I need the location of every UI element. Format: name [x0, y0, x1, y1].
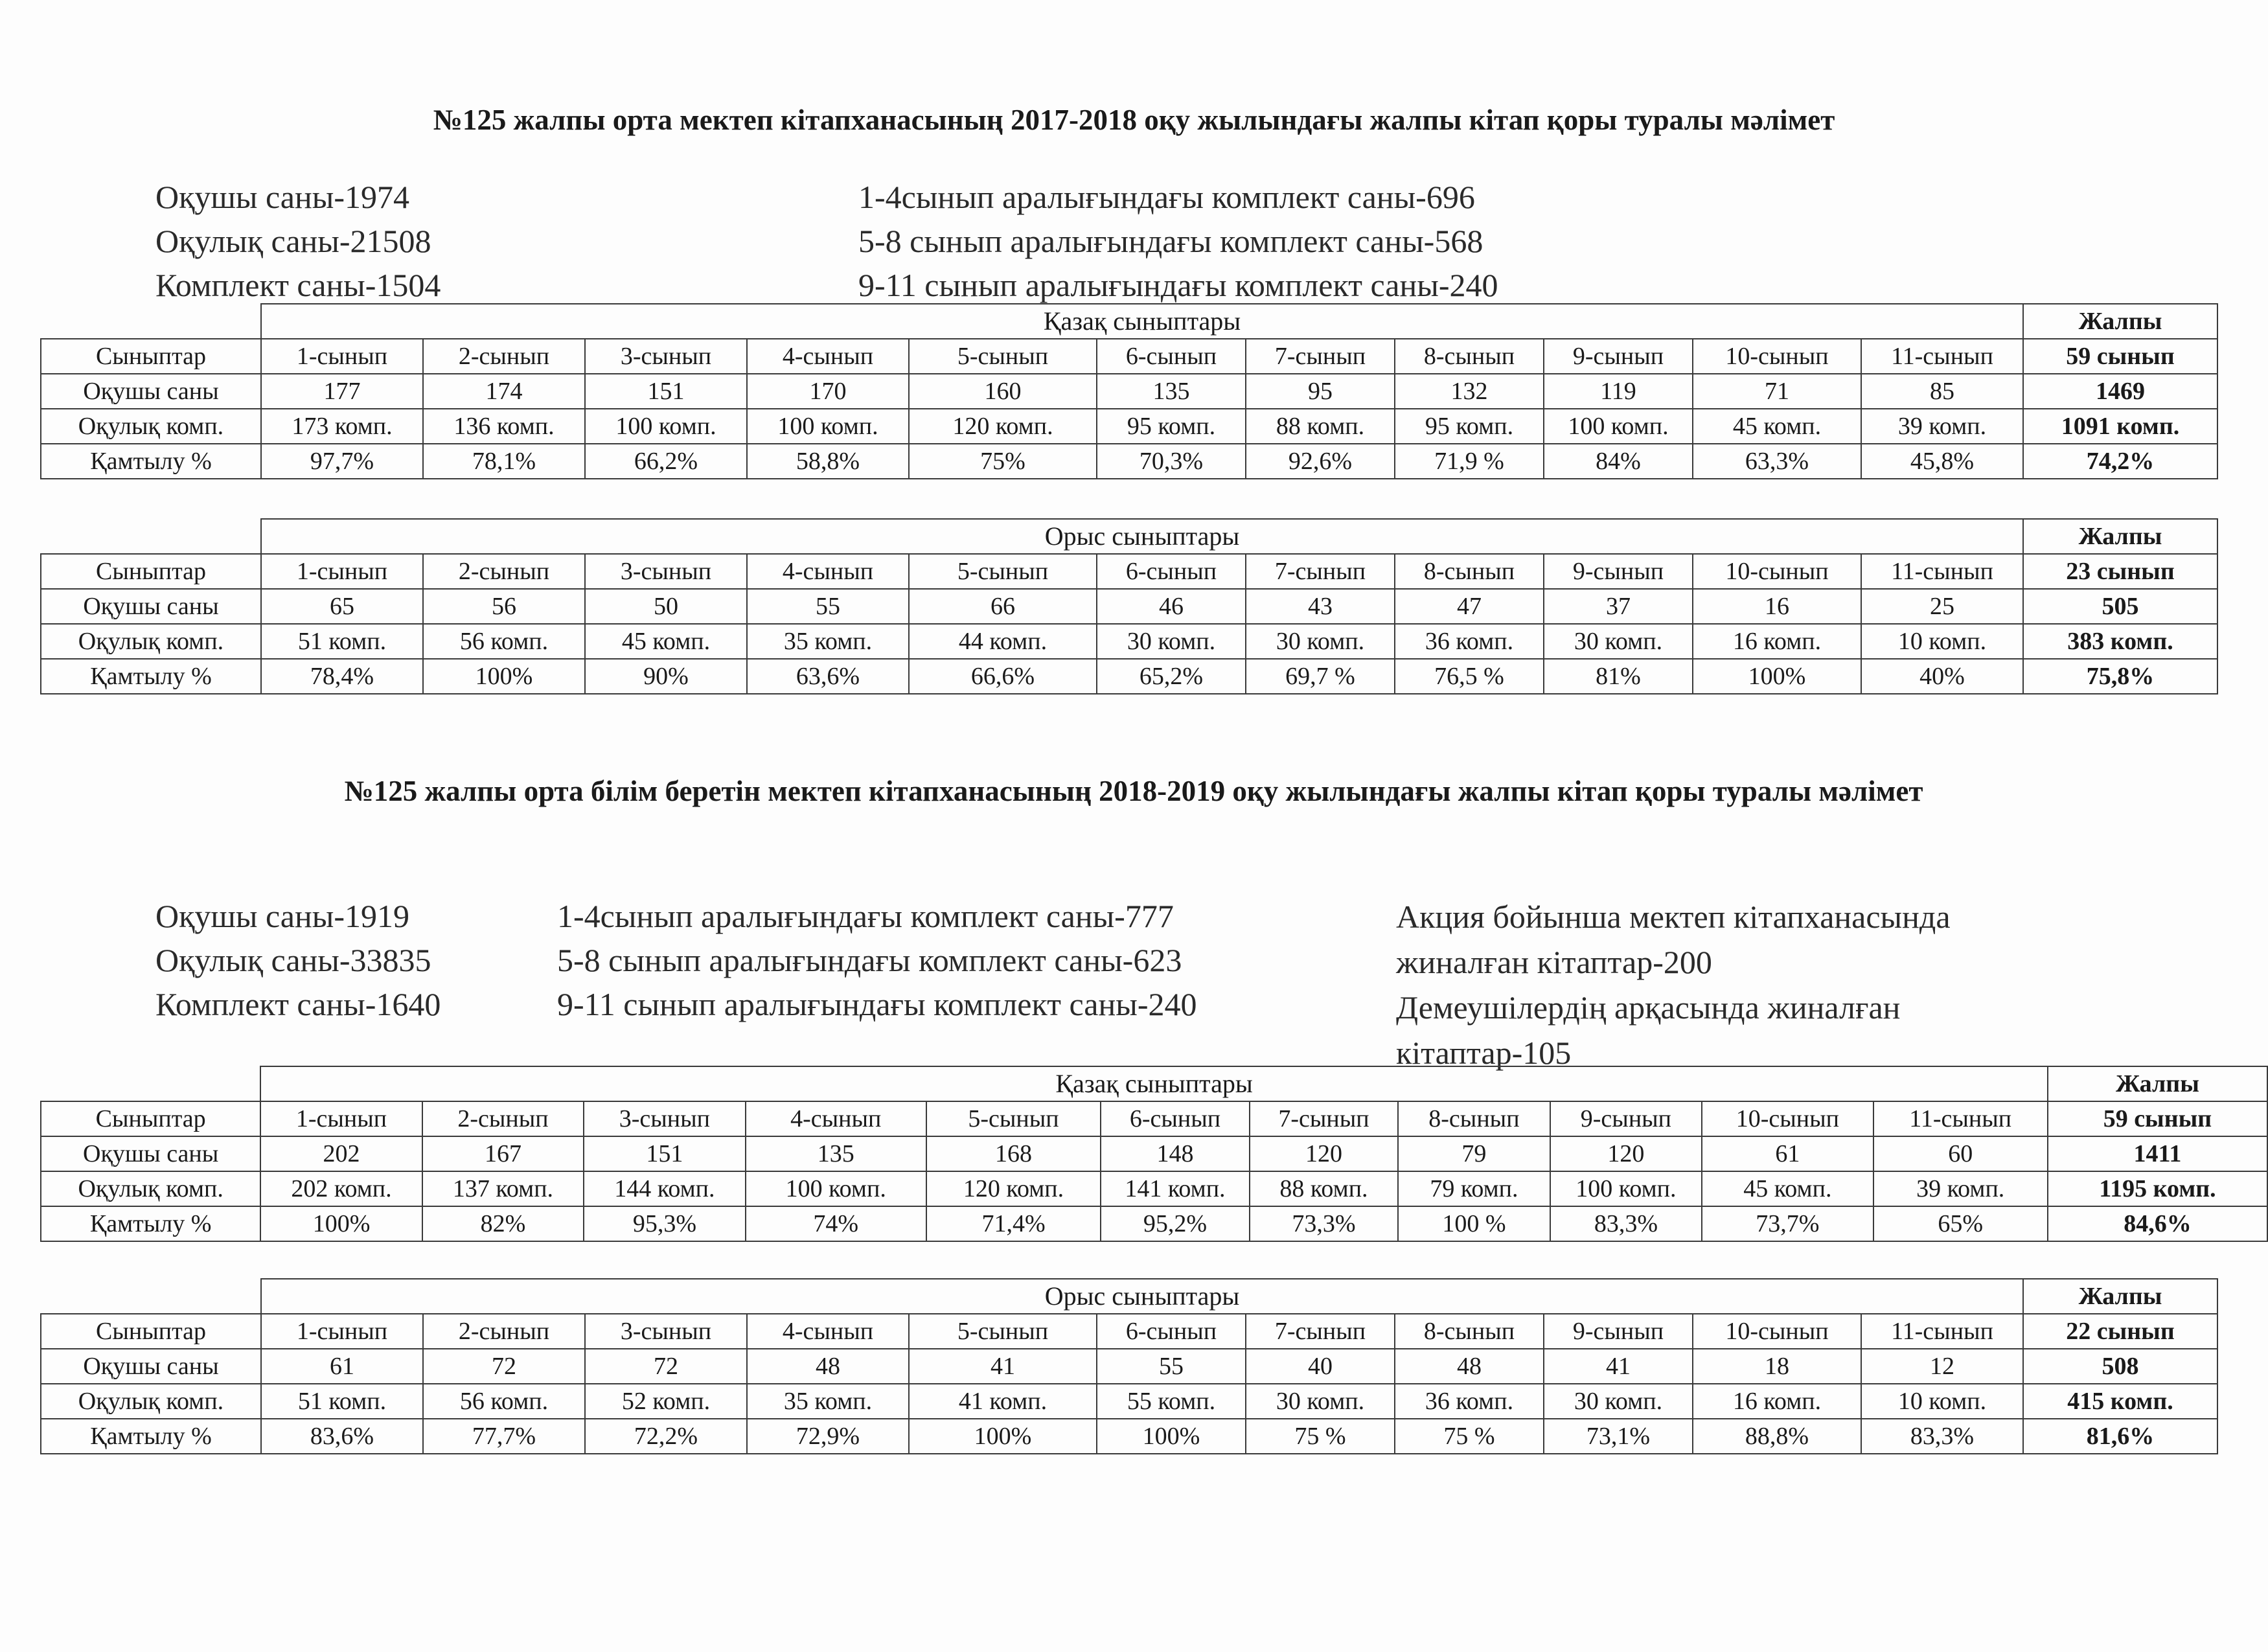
info-line: 9-11 сынып аралығындағы комплект саны-240: [557, 986, 1197, 1022]
table-row: [41, 624, 2217, 659]
table-cell: 61: [261, 1349, 423, 1384]
row-label: Оқушы саны: [41, 374, 261, 409]
table-cell: 2-сынып: [423, 339, 585, 374]
table-cell: 3-сынып: [585, 554, 747, 589]
table-cell: 9-сынып: [1544, 554, 1693, 589]
group-header-row: [41, 304, 2217, 339]
table-cell: 100%: [1693, 659, 1861, 694]
total-cell: 1469: [2023, 374, 2217, 409]
total-label: Жалпы: [2023, 1279, 2217, 1314]
table-cell: 88 комп.: [1246, 409, 1395, 444]
table-cell: 55 комп.: [1097, 1384, 1246, 1419]
table-cell: 74%: [746, 1206, 926, 1241]
table-cell: 72: [423, 1349, 585, 1384]
table-cell: 2-сынып: [423, 554, 585, 589]
section1-info-right: [858, 175, 1498, 307]
table-cell: 16 комп.: [1693, 1384, 1861, 1419]
table-cell: 66: [909, 589, 1097, 624]
table-cell: 135: [746, 1136, 926, 1171]
total-cell: 23 сынып: [2023, 554, 2217, 589]
total-label: Жалпы: [2023, 304, 2217, 339]
table-cell: 144 комп.: [584, 1171, 745, 1206]
table-cell: 83,6%: [261, 1419, 423, 1454]
table-cell: 132: [1395, 374, 1544, 409]
table-cell: 88 комп.: [1250, 1171, 1398, 1206]
table-cell: 100%: [1097, 1419, 1246, 1454]
group-label: Орыс сыныптары: [261, 519, 2023, 554]
table-cell: 5-сынып: [909, 554, 1097, 589]
info-line: 5-8 сынып аралығындағы комплект саны-568: [858, 223, 1483, 259]
table-cell: 83,3%: [1861, 1419, 2023, 1454]
table-cell: 148: [1101, 1136, 1250, 1171]
total-cell: 22 сынып: [2023, 1314, 2217, 1349]
table-cell: 120 комп.: [926, 1171, 1101, 1206]
section1-info-left: [155, 175, 441, 307]
table-cell: 10-сынып: [1693, 554, 1861, 589]
table-cell: 66,6%: [909, 659, 1097, 694]
table-cell: 16: [1693, 589, 1861, 624]
table-cell: 100 комп.: [747, 409, 909, 444]
total-cell: 415 комп.: [2023, 1384, 2217, 1419]
table-cell: 83,3%: [1550, 1206, 1702, 1241]
total-label: Жалпы: [2023, 519, 2217, 554]
table-row: [41, 1101, 2267, 1136]
table-cell: 167: [422, 1136, 584, 1171]
table-cell: 73,3%: [1250, 1206, 1398, 1241]
group-label: Қазақ сыныптары: [261, 304, 2023, 339]
table-cell: 48: [747, 1349, 909, 1384]
total-cell: 59 сынып: [2023, 339, 2217, 374]
table-cell: 160: [909, 374, 1097, 409]
table-cell: 10-сынып: [1693, 1314, 1861, 1349]
table-cell: 120: [1250, 1136, 1398, 1171]
table-cell: 73,1%: [1544, 1419, 1693, 1454]
group-header-row: [41, 1279, 2217, 1314]
group-header-row: [41, 519, 2217, 554]
table-cell: 137 комп.: [422, 1171, 584, 1206]
info-line: 5-8 сынып аралығындағы комплект саны-623: [557, 942, 1182, 978]
table-cell: 7-сынып: [1246, 339, 1395, 374]
table-cell: 71,9 %: [1395, 444, 1544, 479]
table-cell: 47: [1395, 589, 1544, 624]
table-cell: 41: [1544, 1349, 1693, 1384]
table-cell: 5-сынып: [909, 1314, 1097, 1349]
info-line: Оқулық саны-33835: [155, 942, 431, 978]
table-2017-russian: [40, 518, 2218, 694]
table-cell: 45,8%: [1861, 444, 2023, 479]
blank-cell: [41, 304, 261, 339]
table-cell: 51 комп.: [261, 624, 423, 659]
table-cell: 7-сынып: [1246, 554, 1395, 589]
row-label: Қамтылу %: [41, 659, 261, 694]
table-cell: 6-сынып: [1097, 554, 1246, 589]
total-cell: 74,2%: [2023, 444, 2217, 479]
table-cell: 40%: [1861, 659, 2023, 694]
table-cell: 90%: [585, 659, 747, 694]
total-cell: 1091 комп.: [2023, 409, 2217, 444]
table-cell: 9-сынып: [1550, 1101, 1702, 1136]
table-2018-russian: [40, 1278, 2218, 1454]
table-cell: 100 комп.: [746, 1171, 926, 1206]
table-cell: 10-сынып: [1693, 339, 1861, 374]
table-cell: 7-сынып: [1246, 1314, 1395, 1349]
table-cell: 4-сынып: [747, 1314, 909, 1349]
table-cell: 202 комп.: [260, 1171, 422, 1206]
table-cell: 75 %: [1395, 1419, 1544, 1454]
table-cell: 11-сынып: [1861, 339, 2023, 374]
blank-cell: [41, 519, 261, 554]
table-cell: 100%: [260, 1206, 422, 1241]
table-cell: 75 %: [1246, 1419, 1395, 1454]
table-cell: 35 комп.: [747, 624, 909, 659]
table-cell: 71,4%: [926, 1206, 1101, 1241]
table-cell: 88,8%: [1693, 1419, 1861, 1454]
table-cell: 56 комп.: [423, 624, 585, 659]
row-label: Оқушы саны: [41, 1136, 260, 1171]
table-cell: 10 комп.: [1861, 624, 2023, 659]
table-cell: 30 комп.: [1544, 624, 1693, 659]
blank-cell: [41, 1279, 261, 1314]
table-cell: 52 комп.: [585, 1384, 747, 1419]
total-cell: 81,6%: [2023, 1419, 2217, 1454]
group-label: Орыс сыныптары: [261, 1279, 2023, 1314]
table-cell: 72: [585, 1349, 747, 1384]
total-cell: 383 комп.: [2023, 624, 2217, 659]
table-cell: 120 комп.: [909, 409, 1097, 444]
table-cell: 79 комп.: [1398, 1171, 1550, 1206]
table-cell: 100%: [423, 659, 585, 694]
table-cell: 45 комп.: [1693, 409, 1861, 444]
table-cell: 5-сынып: [926, 1101, 1101, 1136]
table-cell: 1-сынып: [260, 1101, 422, 1136]
table-cell: 119: [1544, 374, 1693, 409]
row-label: Қамтылу %: [41, 1419, 261, 1454]
group-header-row: [41, 1066, 2267, 1101]
table-cell: 65%: [1873, 1206, 2048, 1241]
section2-info-left: [155, 894, 441, 1026]
table-cell: 95 комп.: [1395, 409, 1544, 444]
total-cell: 75,8%: [2023, 659, 2217, 694]
table-cell: 202: [260, 1136, 422, 1171]
table-cell: 2-сынып: [423, 1314, 585, 1349]
table-cell: 46: [1097, 589, 1246, 624]
table-cell: 6-сынып: [1101, 1101, 1250, 1136]
table-cell: 174: [423, 374, 585, 409]
table-cell: 1-сынып: [261, 554, 423, 589]
table-cell: 41 комп.: [909, 1384, 1097, 1419]
table-cell: 8-сынып: [1395, 1314, 1544, 1349]
total-cell: 84,6%: [2048, 1206, 2267, 1241]
table-cell: 79: [1398, 1136, 1550, 1171]
section2-title: №125 жалпы орта білім беретін мектеп кітапханасының 2018-2019 оқу жылындағы жалпы кітап қоры туралы мәлімет: [344, 775, 1923, 807]
table-cell: 168: [926, 1136, 1101, 1171]
table-cell: 69,7 %: [1246, 659, 1395, 694]
table-cell: 39 комп.: [1861, 409, 2023, 444]
table-cell: 55: [747, 589, 909, 624]
table-row: [41, 1171, 2267, 1206]
table-cell: 75%: [909, 444, 1097, 479]
table-cell: 37: [1544, 589, 1693, 624]
total-cell: 505: [2023, 589, 2217, 624]
row-label: Оқушы саны: [41, 589, 261, 624]
table-cell: 78,1%: [423, 444, 585, 479]
table-cell: 136 комп.: [423, 409, 585, 444]
table-row: [41, 339, 2217, 374]
info-line: Оқушы саны-1974: [155, 179, 409, 215]
table-cell: 100%: [909, 1419, 1097, 1454]
table-cell: 72,9%: [747, 1419, 909, 1454]
table-cell: 170: [747, 374, 909, 409]
table-cell: 56: [423, 589, 585, 624]
row-label: Оқулық комп.: [41, 409, 261, 444]
row-label: Сыныптар: [41, 1314, 261, 1349]
table-cell: 70,3%: [1097, 444, 1246, 479]
table-cell: 10 комп.: [1861, 1384, 2023, 1419]
table-row: [41, 554, 2217, 589]
table-cell: 6-сынып: [1097, 339, 1246, 374]
table-cell: 3-сынып: [585, 1314, 747, 1349]
table-cell: 30 комп.: [1246, 1384, 1395, 1419]
table-cell: 1-сынып: [261, 1314, 423, 1349]
table-cell: 16 комп.: [1693, 624, 1861, 659]
table-cell: 8-сынып: [1395, 339, 1544, 374]
table-cell: 81%: [1544, 659, 1693, 694]
info-line: Комплект саны-1640: [155, 986, 441, 1022]
table-cell: 43: [1246, 589, 1395, 624]
table-cell: 30 комп.: [1544, 1384, 1693, 1419]
table-row: [41, 1349, 2217, 1384]
group-label: Қазақ сыныптары: [260, 1066, 2048, 1101]
table-cell: 25: [1861, 589, 2023, 624]
table-cell: 95 комп.: [1097, 409, 1246, 444]
table-cell: 78,4%: [261, 659, 423, 694]
table-cell: 1-сынып: [261, 339, 423, 374]
table-row: [41, 1206, 2267, 1241]
table-row: [41, 1419, 2217, 1454]
table-cell: 63,3%: [1693, 444, 1861, 479]
table-cell: 4-сынып: [747, 339, 909, 374]
table-row: [41, 444, 2217, 479]
table-cell: 60: [1873, 1136, 2048, 1171]
table-row: [41, 409, 2217, 444]
section1-title: №125 жалпы орта мектеп кітапханасының 2017-2018 оқу жылындағы жалпы кітап қоры туралы мәлімет: [433, 104, 1835, 136]
row-label: Қамтылу %: [41, 444, 261, 479]
total-cell: 1411: [2048, 1136, 2267, 1171]
table-cell: 56 комп.: [423, 1384, 585, 1419]
table-cell: 39 комп.: [1873, 1171, 2048, 1206]
row-label: Сыныптар: [41, 339, 261, 374]
info-line: Оқушы саны-1919: [155, 898, 409, 934]
table-row: [41, 659, 2217, 694]
table-cell: 100 комп.: [1544, 409, 1693, 444]
total-label: Жалпы: [2048, 1066, 2267, 1101]
table-cell: 8-сынып: [1395, 554, 1544, 589]
table-cell: 12: [1861, 1349, 2023, 1384]
table-cell: 10-сынып: [1702, 1101, 1873, 1136]
table-cell: 8-сынып: [1398, 1101, 1550, 1136]
table-cell: 41: [909, 1349, 1097, 1384]
table-cell: 40: [1246, 1349, 1395, 1384]
total-cell: 508: [2023, 1349, 2217, 1384]
table-cell: 72,2%: [585, 1419, 747, 1454]
row-label: Сыныптар: [41, 554, 261, 589]
table-cell: 141 комп.: [1101, 1171, 1250, 1206]
table-cell: 84%: [1544, 444, 1693, 479]
table-cell: 6-сынып: [1097, 1314, 1246, 1349]
table-cell: 100 комп.: [1550, 1171, 1702, 1206]
table-cell: 65: [261, 589, 423, 624]
table-cell: 36 комп.: [1395, 624, 1544, 659]
table-cell: 4-сынып: [746, 1101, 926, 1136]
table-cell: 151: [585, 374, 747, 409]
table-cell: 95,2%: [1101, 1206, 1250, 1241]
table-cell: 45 комп.: [585, 624, 747, 659]
table-cell: 61: [1702, 1136, 1873, 1171]
info-line: Комплект саны-1504: [155, 267, 441, 303]
table-cell: 85: [1861, 374, 2023, 409]
table-cell: 77,7%: [423, 1419, 585, 1454]
table-cell: 30 комп.: [1097, 624, 1246, 659]
table-row: [41, 1314, 2217, 1349]
info-line: кітаптар-105: [1396, 1035, 1572, 1071]
table-cell: 50: [585, 589, 747, 624]
table-cell: 18: [1693, 1349, 1861, 1384]
table-cell: 92,6%: [1246, 444, 1395, 479]
table-cell: 82%: [422, 1206, 584, 1241]
section2-info-right: [1396, 894, 1951, 1075]
table-cell: 5-сынып: [909, 339, 1097, 374]
table-cell: 95: [1246, 374, 1395, 409]
table-row: [41, 589, 2217, 624]
table-cell: 3-сынып: [584, 1101, 745, 1136]
table-cell: 3-сынып: [585, 339, 747, 374]
section2-info-mid: [557, 894, 1197, 1026]
info-line: Демеушілердің арқасында жиналған: [1396, 989, 1901, 1026]
row-label: Оқулық комп.: [41, 1171, 260, 1206]
info-line: 1-4сынып аралығындағы комплект саны-777: [557, 898, 1174, 934]
table-2018-kazakh: [40, 1066, 2268, 1242]
blank-cell: [41, 1066, 260, 1101]
info-line: 1-4сынып аралығындағы комплект саны-696: [858, 179, 1475, 215]
table-cell: 58,8%: [747, 444, 909, 479]
info-line: жиналған кітаптар-200: [1396, 944, 1712, 980]
table-cell: 45 комп.: [1702, 1171, 1873, 1206]
table-cell: 44 комп.: [909, 624, 1097, 659]
table-cell: 151: [584, 1136, 745, 1171]
table-cell: 36 комп.: [1395, 1384, 1544, 1419]
total-cell: 59 сынып: [2048, 1101, 2267, 1136]
table-cell: 120: [1550, 1136, 1702, 1171]
row-label: Сыныптар: [41, 1101, 260, 1136]
table-cell: 55: [1097, 1349, 1246, 1384]
table-cell: 97,7%: [261, 444, 423, 479]
table-cell: 11-сынып: [1861, 1314, 2023, 1349]
table-cell: 177: [261, 374, 423, 409]
table-cell: 9-сынып: [1544, 1314, 1693, 1349]
table-cell: 30 комп.: [1246, 624, 1395, 659]
total-cell: 1195 комп.: [2048, 1171, 2267, 1206]
table-cell: 63,6%: [747, 659, 909, 694]
table-cell: 7-сынып: [1250, 1101, 1398, 1136]
info-line: 9-11 сынып аралығындағы комплект саны-240: [858, 267, 1498, 303]
table-cell: 51 комп.: [261, 1384, 423, 1419]
table-cell: 73,7%: [1702, 1206, 1873, 1241]
info-line: Акция бойынша мектеп кітапханасында: [1396, 899, 1951, 935]
table-cell: 2-сынып: [422, 1101, 584, 1136]
row-label: Оқулық комп.: [41, 1384, 261, 1419]
table-row: [41, 1136, 2267, 1171]
table-cell: 95,3%: [584, 1206, 745, 1241]
table-cell: 11-сынып: [1873, 1101, 2048, 1136]
table-cell: 11-сынып: [1861, 554, 2023, 589]
table-cell: 65,2%: [1097, 659, 1246, 694]
table-cell: 35 комп.: [747, 1384, 909, 1419]
table-cell: 100 %: [1398, 1206, 1550, 1241]
row-label: Оқушы саны: [41, 1349, 261, 1384]
table-cell: 100 комп.: [585, 409, 747, 444]
table-cell: 66,2%: [585, 444, 747, 479]
table-2017-kazakh: [40, 303, 2218, 479]
table-cell: 9-сынып: [1544, 339, 1693, 374]
table-cell: 76,5 %: [1395, 659, 1544, 694]
table-row: [41, 1384, 2217, 1419]
table-cell: 135: [1097, 374, 1246, 409]
table-row: [41, 374, 2217, 409]
info-line: Оқулық саны-21508: [155, 223, 431, 259]
table-cell: 4-сынып: [747, 554, 909, 589]
table-cell: 173 комп.: [261, 409, 423, 444]
row-label: Оқулық комп.: [41, 624, 261, 659]
table-cell: 48: [1395, 1349, 1544, 1384]
table-cell: 71: [1693, 374, 1861, 409]
row-label: Қамтылу %: [41, 1206, 260, 1241]
